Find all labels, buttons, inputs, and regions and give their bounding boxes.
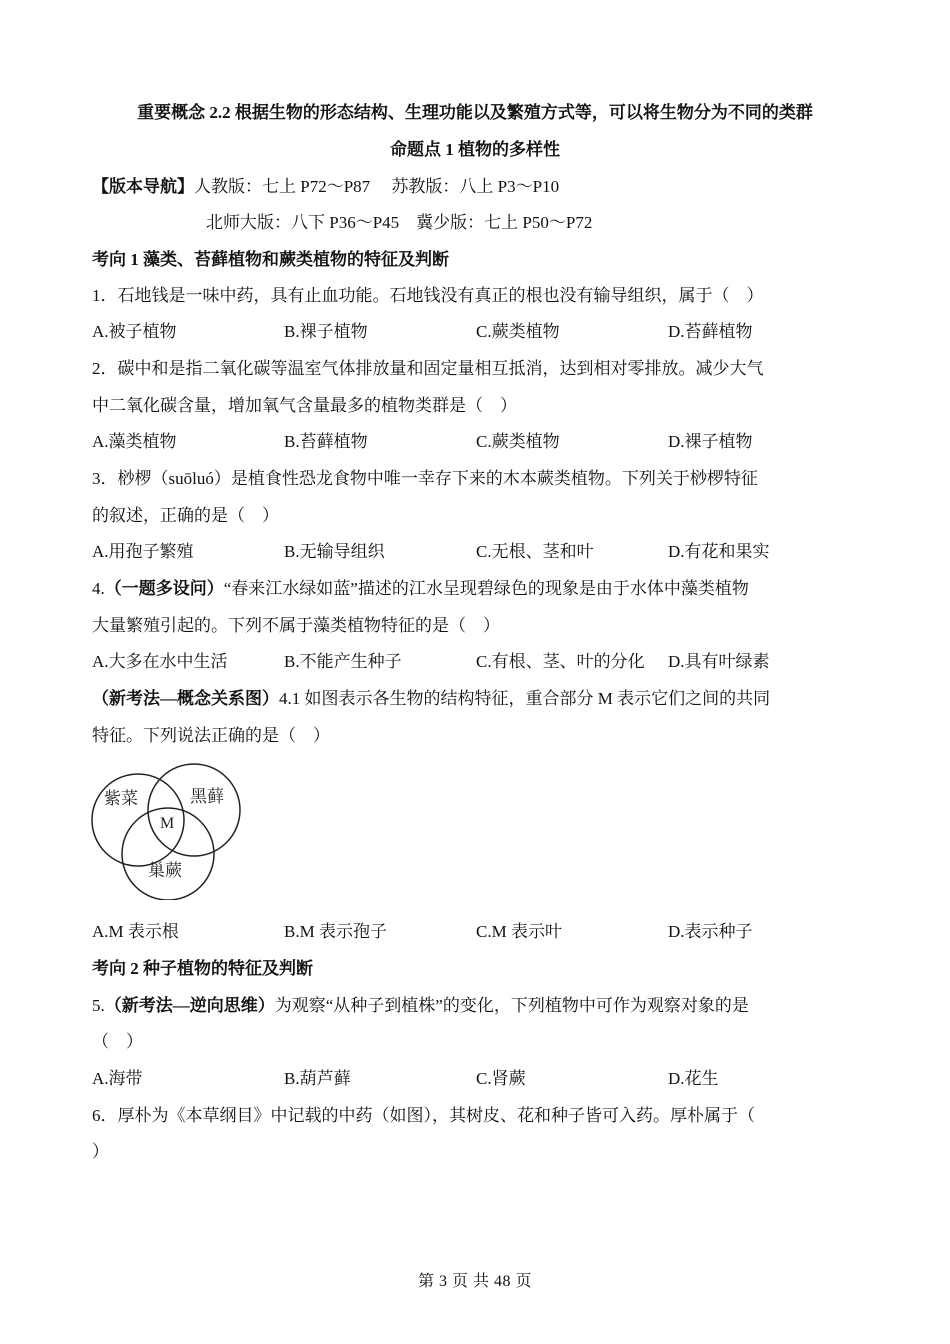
- page-number: 第 3 页 共 48 页: [417, 1273, 532, 1290]
- question-5-option-b: B.葫芦藓: [284, 1069, 351, 1088]
- question-5-option-a: A.海带: [92, 1069, 143, 1088]
- question-4-number: 4.: [92, 579, 105, 598]
- question-4-1-line-1: [92, 688, 770, 710]
- question-5-text: 为观察“从种子到植株”的变化，下列植物中可作为观察对象的是: [274, 996, 749, 1015]
- question-1-option-b: B.裸子植物: [284, 322, 368, 341]
- question-2-option-b: B.苔藓植物: [284, 432, 368, 451]
- venn-label-heixian: 黑藓: [190, 787, 224, 806]
- section-1-title: 考向 1 藻类、苔藓植物和蕨类植物的特征及判断: [92, 250, 449, 269]
- question-1-option-d: D.苔藓植物: [668, 322, 753, 341]
- venn-label-m: M: [160, 815, 175, 832]
- question-5-tag: （新考法—逆向思维）: [104, 996, 275, 1015]
- question-4-1-option-b: B.M 表示孢子: [284, 922, 387, 941]
- question-4-tag: （一题多设问）: [104, 579, 224, 598]
- section-2-title: 考向 2 种子植物的特征及判断: [92, 959, 313, 978]
- page-title: 重要概念 2.2 根据生物的形态结构、生理功能以及繁殖方式等，可以将生物分为不同的类群: [137, 103, 813, 122]
- question-2-line-1: 2．碳中和是指二氧化碳等温室气体排放量和固定量相互抵消，达到相对零排放。减少大气: [92, 359, 764, 378]
- question-4-option-b: B.不能产生种子: [284, 652, 402, 671]
- question-5-number: 5.: [92, 996, 105, 1015]
- navigation-line-2: 北师大版：八下 P36～P45 冀少版：七上 P50～P72: [206, 213, 593, 232]
- navigation-line-1: 人教版：七上 P72～P87 苏教版：八上 P3～P10: [194, 177, 560, 196]
- question-5-line-1: [92, 995, 749, 1017]
- question-2-option-c: C.蕨类植物: [476, 432, 560, 451]
- question-3-line-2: 的叙述，正确的是（ ）: [92, 506, 279, 525]
- question-4-option-d: D.具有叶绿素: [668, 652, 770, 671]
- question-4-1-tag: （新考法—概念关系图）: [92, 689, 279, 708]
- question-3-option-c: C.无根、茎和叶: [476, 542, 594, 561]
- question-3-option-d: D.有花和果实: [668, 542, 770, 561]
- question-5-option-c: C.肾蕨: [476, 1069, 526, 1088]
- question-4-text: “春来江水绿如蓝”描述的江水呈现碧绿色的现象是由于水体中藻类植物: [223, 579, 749, 598]
- question-6-line-1: 6．厚朴为《本草纲目》中记载的中药（如图），其树皮、花和种子皆可入药。厚朴属于（: [92, 1106, 755, 1125]
- question-2-option-a: A.藻类植物: [92, 432, 177, 451]
- question-2-line-2: 中二氧化碳含量，增加氧气含量最多的植物类群是（ ）: [92, 396, 517, 415]
- question-5-line-2: （ ）: [92, 1032, 143, 1051]
- question-5-option-d: D.花生: [668, 1069, 719, 1088]
- question-4-line-1: [92, 578, 749, 600]
- question-1-option-a: A.被子植物: [92, 322, 177, 341]
- venn-circle-right: [148, 764, 240, 856]
- question-4-1-line-2: 特征。下列说法正确的是（ ）: [92, 726, 330, 745]
- navigation-label: 【版本导航】: [92, 177, 194, 196]
- question-1-text: 1．石地钱是一味中药，具有止血功能。石地钱没有真正的根也没有输导组织，属于（ ）: [92, 286, 764, 305]
- question-2-option-d: D.裸子植物: [668, 432, 753, 451]
- question-4-1-text: 4.1 如图表示各生物的结构特征，重合部分 M 表示它们之间的共同: [279, 689, 771, 708]
- question-4-option-c: C.有根、茎、叶的分化: [476, 652, 645, 671]
- question-3-line-1: 3．桫椤（suōluó）是植食性恐龙食物中唯一幸存下来的木本蕨类植物。下列关于桫椤特征: [92, 469, 758, 488]
- venn-diagram: [90, 760, 250, 900]
- version-navigation: [92, 176, 559, 198]
- question-1-option-c: C.蕨类植物: [476, 322, 560, 341]
- question-6-line-2: ）: [92, 1142, 109, 1161]
- venn-label-chaojue: 巢蕨: [148, 861, 182, 880]
- venn-label-zicai: 紫菜: [104, 789, 138, 808]
- question-4-option-a: A.大多在水中生活: [92, 652, 228, 671]
- question-4-line-2: 大量繁殖引起的。下列不属于藻类植物特征的是（ ）: [92, 616, 500, 635]
- question-3-option-b: B.无输导组织: [284, 542, 385, 561]
- question-4-1-option-a: A.M 表示根: [92, 922, 179, 941]
- question-3-option-a: A.用孢子繁殖: [92, 542, 194, 561]
- question-4-1-option-d: D.表示种子: [668, 922, 753, 941]
- question-4-1-option-c: C.M 表示叶: [476, 922, 562, 941]
- page-subtitle: 命题点 1 植物的多样性: [390, 140, 560, 159]
